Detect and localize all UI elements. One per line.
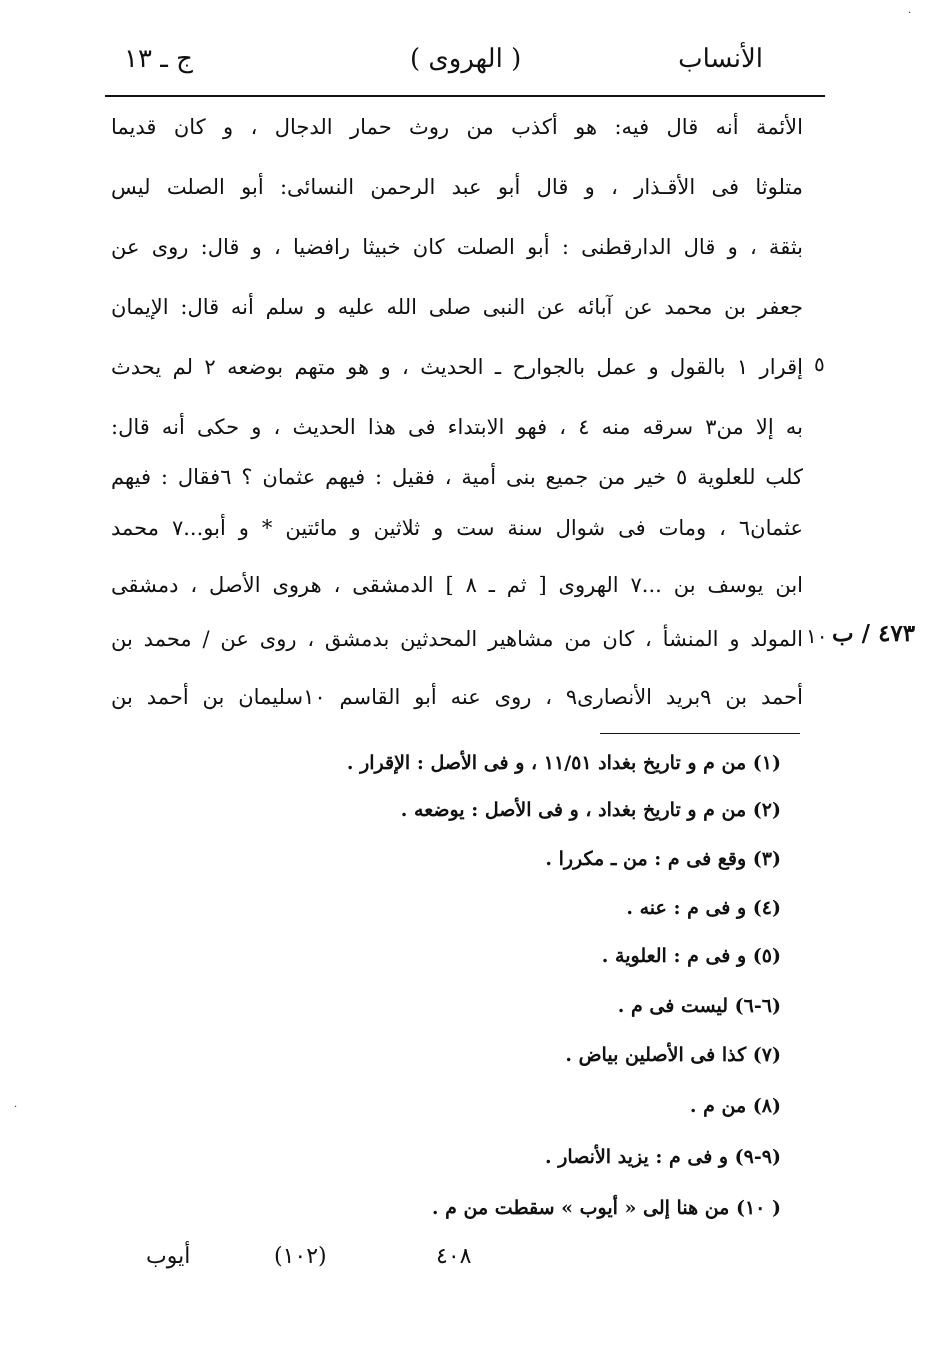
volume-label: ج ـ ١٣ <box>124 44 193 74</box>
text-line-9: ابن يوسف بن ...٧ الهروى [ ثم ـ ٨ ] الدمشقى ، هروى الأصل ، دمشقى <box>111 573 803 597</box>
footnote-5: (٥) و فى م : العلوية . <box>601 945 781 967</box>
header-rule <box>105 95 825 97</box>
manuscript-folio-reference: ٤٧٣ / ب <box>832 620 916 647</box>
footnote-8: (٨) من م . <box>689 1095 781 1117</box>
text-line-4: جعفر بن محمد عن آبائه عن النبى صلى الله عليه و سلم أنه قال: الإيمان <box>111 295 803 319</box>
footnote-9: (٩-٩) و فى م : يزيد الأنصار . <box>545 1146 781 1168</box>
text-line-5: إقرار ١ بالقول و عمل بالجوارح ـ الحديث ، و هو متهم بوضعه ٢ لم يحدث <box>111 355 803 379</box>
text-line-3: بثقة ، و قال الدارقطنى : أبو الصلت كان خبيثا رافضيا ، و قال: روى عن <box>111 235 803 259</box>
text-line-7: كلب للعلوية ٥ خير من جميع بنى أمية ، فقيل : فيهم عثمان ؟ ٦فقال : فيهم <box>111 465 803 489</box>
footnote-6: (٦-٦) ليست فى م . <box>617 995 781 1017</box>
sheet-number: (١٠٢) <box>274 1244 327 1269</box>
running-title-section: ( الهروى ) <box>410 44 522 74</box>
text-line-11: أحمد بن ٩بريد الأنصارى٩ ، روى عنه أبو القاسم ١٠سليمان بن أحمد بن <box>111 685 804 709</box>
footnote-4: (٤) و فى م : عنه . <box>626 897 781 919</box>
footnote-2: (٢) من م و تاريخ بغداد ، و فى الأصل : يوضعه . <box>400 799 781 821</box>
line-number-10: ١٠ <box>806 624 828 648</box>
footnote-rule <box>600 733 800 734</box>
line-number-5: ٥ <box>814 352 825 376</box>
scan-speck: · <box>14 1102 18 1113</box>
footnote-1: (١) من م و تاريخ بغداد ١١/٥١ ، و فى الأصل : الإقرار . <box>346 752 781 774</box>
page-number: ٤٠٨ <box>436 1244 472 1269</box>
footnote-10: ( ١٠) من هنا إلى « أيوب » سقطت من م . <box>431 1197 781 1219</box>
text-line-8: عثمان٦ ، ومات فى شوال سنة ست و ثلاثين و مائتين * و أبو...٧ محمد <box>111 516 803 540</box>
scan-speck: · <box>908 8 912 19</box>
text-line-6: به إلا من٣ سرقه منه ٤ ، فهو الابتداء فى هذا الحديث ، و حكى أنه قال: <box>111 415 803 439</box>
text-line-10: المولد و المنشأ ، كان من مشاهير المحدثين بدمشق ، روى عن / محمد بن <box>111 627 803 651</box>
text-line-1: الأئمة أنه قال فيه: هو أكذب من روث حمار الدجال ، و كان قديما <box>111 115 803 139</box>
running-title-book: الأنساب <box>678 44 763 74</box>
catchword: أيوب <box>146 1244 191 1269</box>
footnote-3: (٣) وقع فى م : من ـ مكررا . <box>545 848 781 870</box>
footnote-7: (٧) كذا فى الأصلين بياض . <box>565 1044 781 1066</box>
text-line-2: متلوثا فى الأقـذار ، و قال أبو عبد الرحمن النسائى: أبو الصلت ليس <box>111 175 803 199</box>
